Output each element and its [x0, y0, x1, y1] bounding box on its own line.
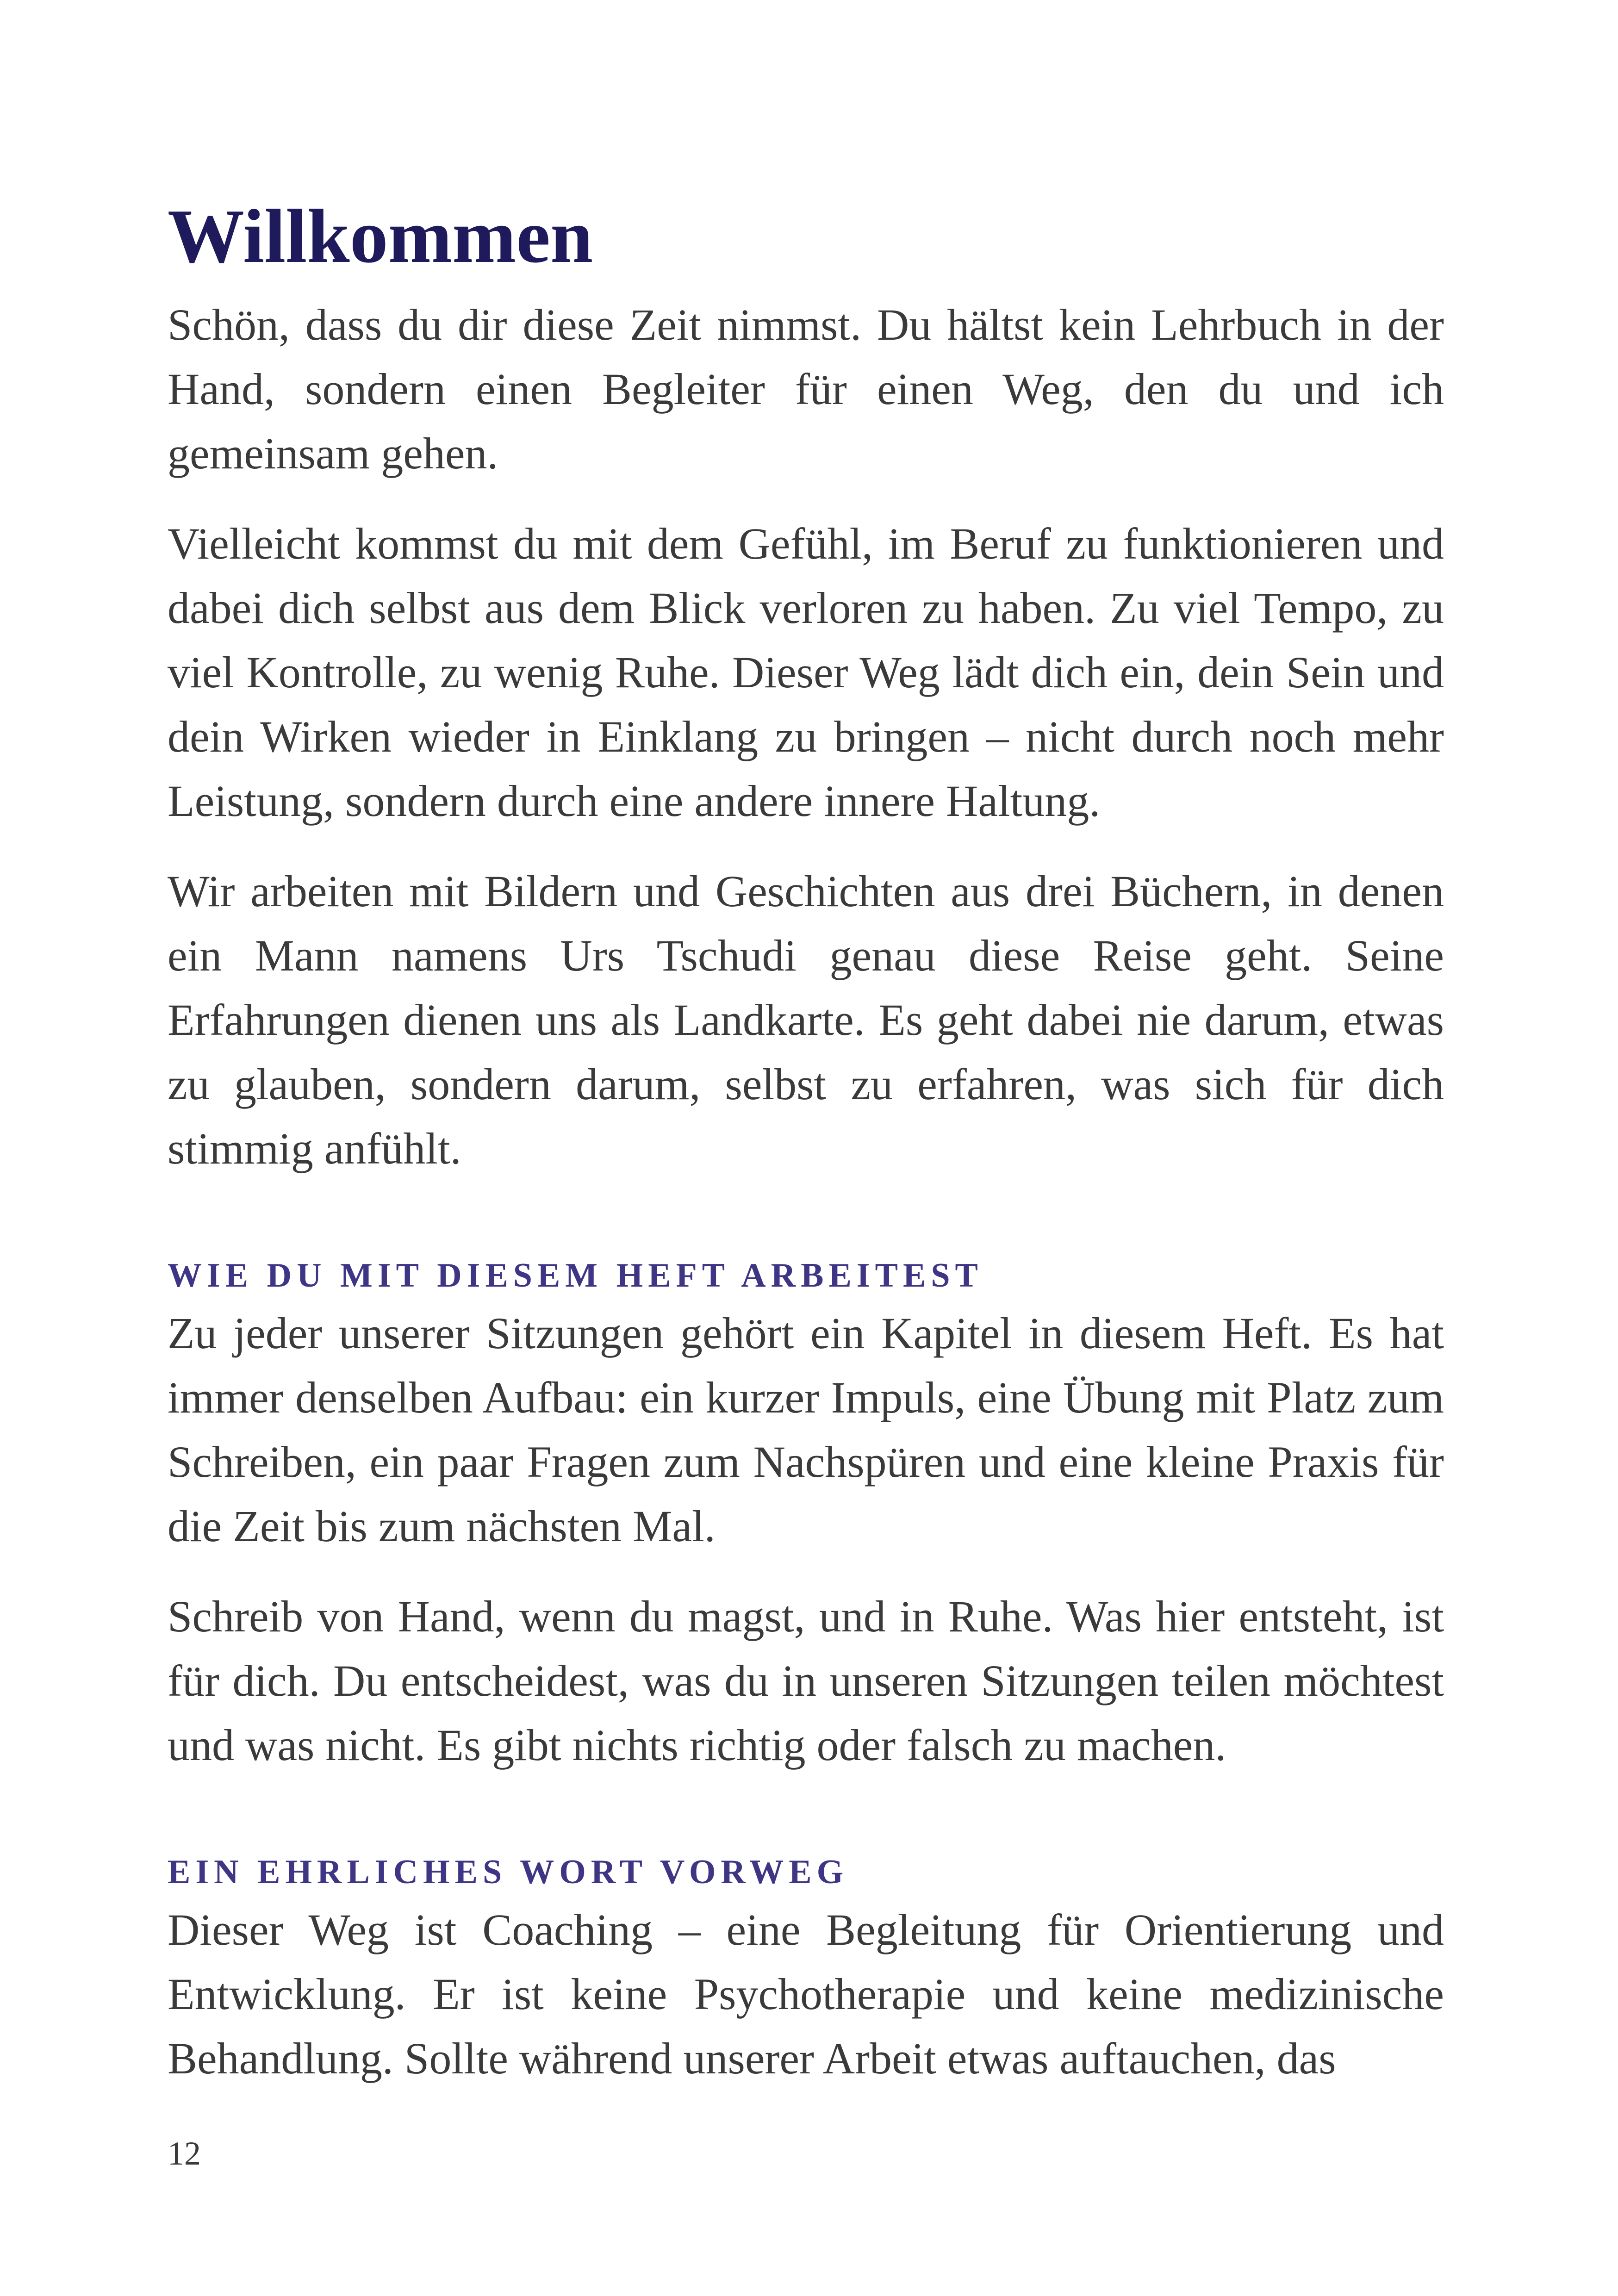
section-1-paragraph-2: Schreib von Hand, wenn du magst, und in Ruhe. Was hier entsteht, ist für dich. Du entscheidest, was du in unseren Sitzungen teilen möchtest und was nicht. Es gibt nichts richtig oder falsch zu machen.	[168, 1592, 1444, 1770]
intro-paragraph-3: Wir arbeiten mit Bildern und Geschichten aus drei Büchern, in denen ein Mann namens Urs Tschudi genau diese Reise geht. Seine Erfahrungen dienen uns als Landkarte. Es geht dabei nie darum, etwas zu glauben, sondern darum, selbst zu erfahren, was sich für dich stimmig anfühlt.	[168, 866, 1444, 1173]
section-heading-working-with-booklet: WIE DU MIT DIESEM HEFT ARBEITEST	[168, 1257, 983, 1294]
page-title: Willkommen	[168, 193, 593, 279]
section-2-paragraph-1: Dieser Weg ist Coaching – eine Begleitung für Orientierung und Entwicklung. Er ist keine Psychotherapie und keine medizinische Behandlung. Sollte während unserer Arbeit etwas auftauchen, das	[168, 1905, 1444, 2083]
section-1-paragraph-1: Zu jeder unserer Sitzungen gehört ein Kapitel in diesem Heft. Es hat immer denselben Aufbau: ein kurzer Impuls, eine Übung mit Platz zum Schreiben, ein paar Fragen zum Nachspüren und eine kleine Praxis für die Zeit bis zum nächsten Mal.	[168, 1308, 1444, 1551]
page-content	[168, 194, 1444, 2116]
intro-paragraph-1: Schön, dass du dir diese Zeit nimmst. Du hältst kein Lehrbuch in der Hand, sondern einen Begleiter für einen Weg, den du und ich gemeinsam gehen.	[168, 300, 1444, 478]
section-heading-honest-word: EIN EHRLICHES WORT VORWEG	[168, 1853, 849, 1891]
page-number: 12	[168, 2135, 201, 2172]
intro-paragraph-2: Vielleicht kommst du mit dem Gefühl, im Beruf zu funktionieren und dabei dich selbst aus dem Blick verloren zu haben. Zu viel Tempo, zu viel Kontrolle, zu wenig Ruhe. Dieser Weg lädt dich ein, dein Sein und dein Wirken wieder in Einklang zu bringen – nicht durch noch mehr Leistung, sondern durch eine andere innere Haltung.	[168, 519, 1444, 826]
